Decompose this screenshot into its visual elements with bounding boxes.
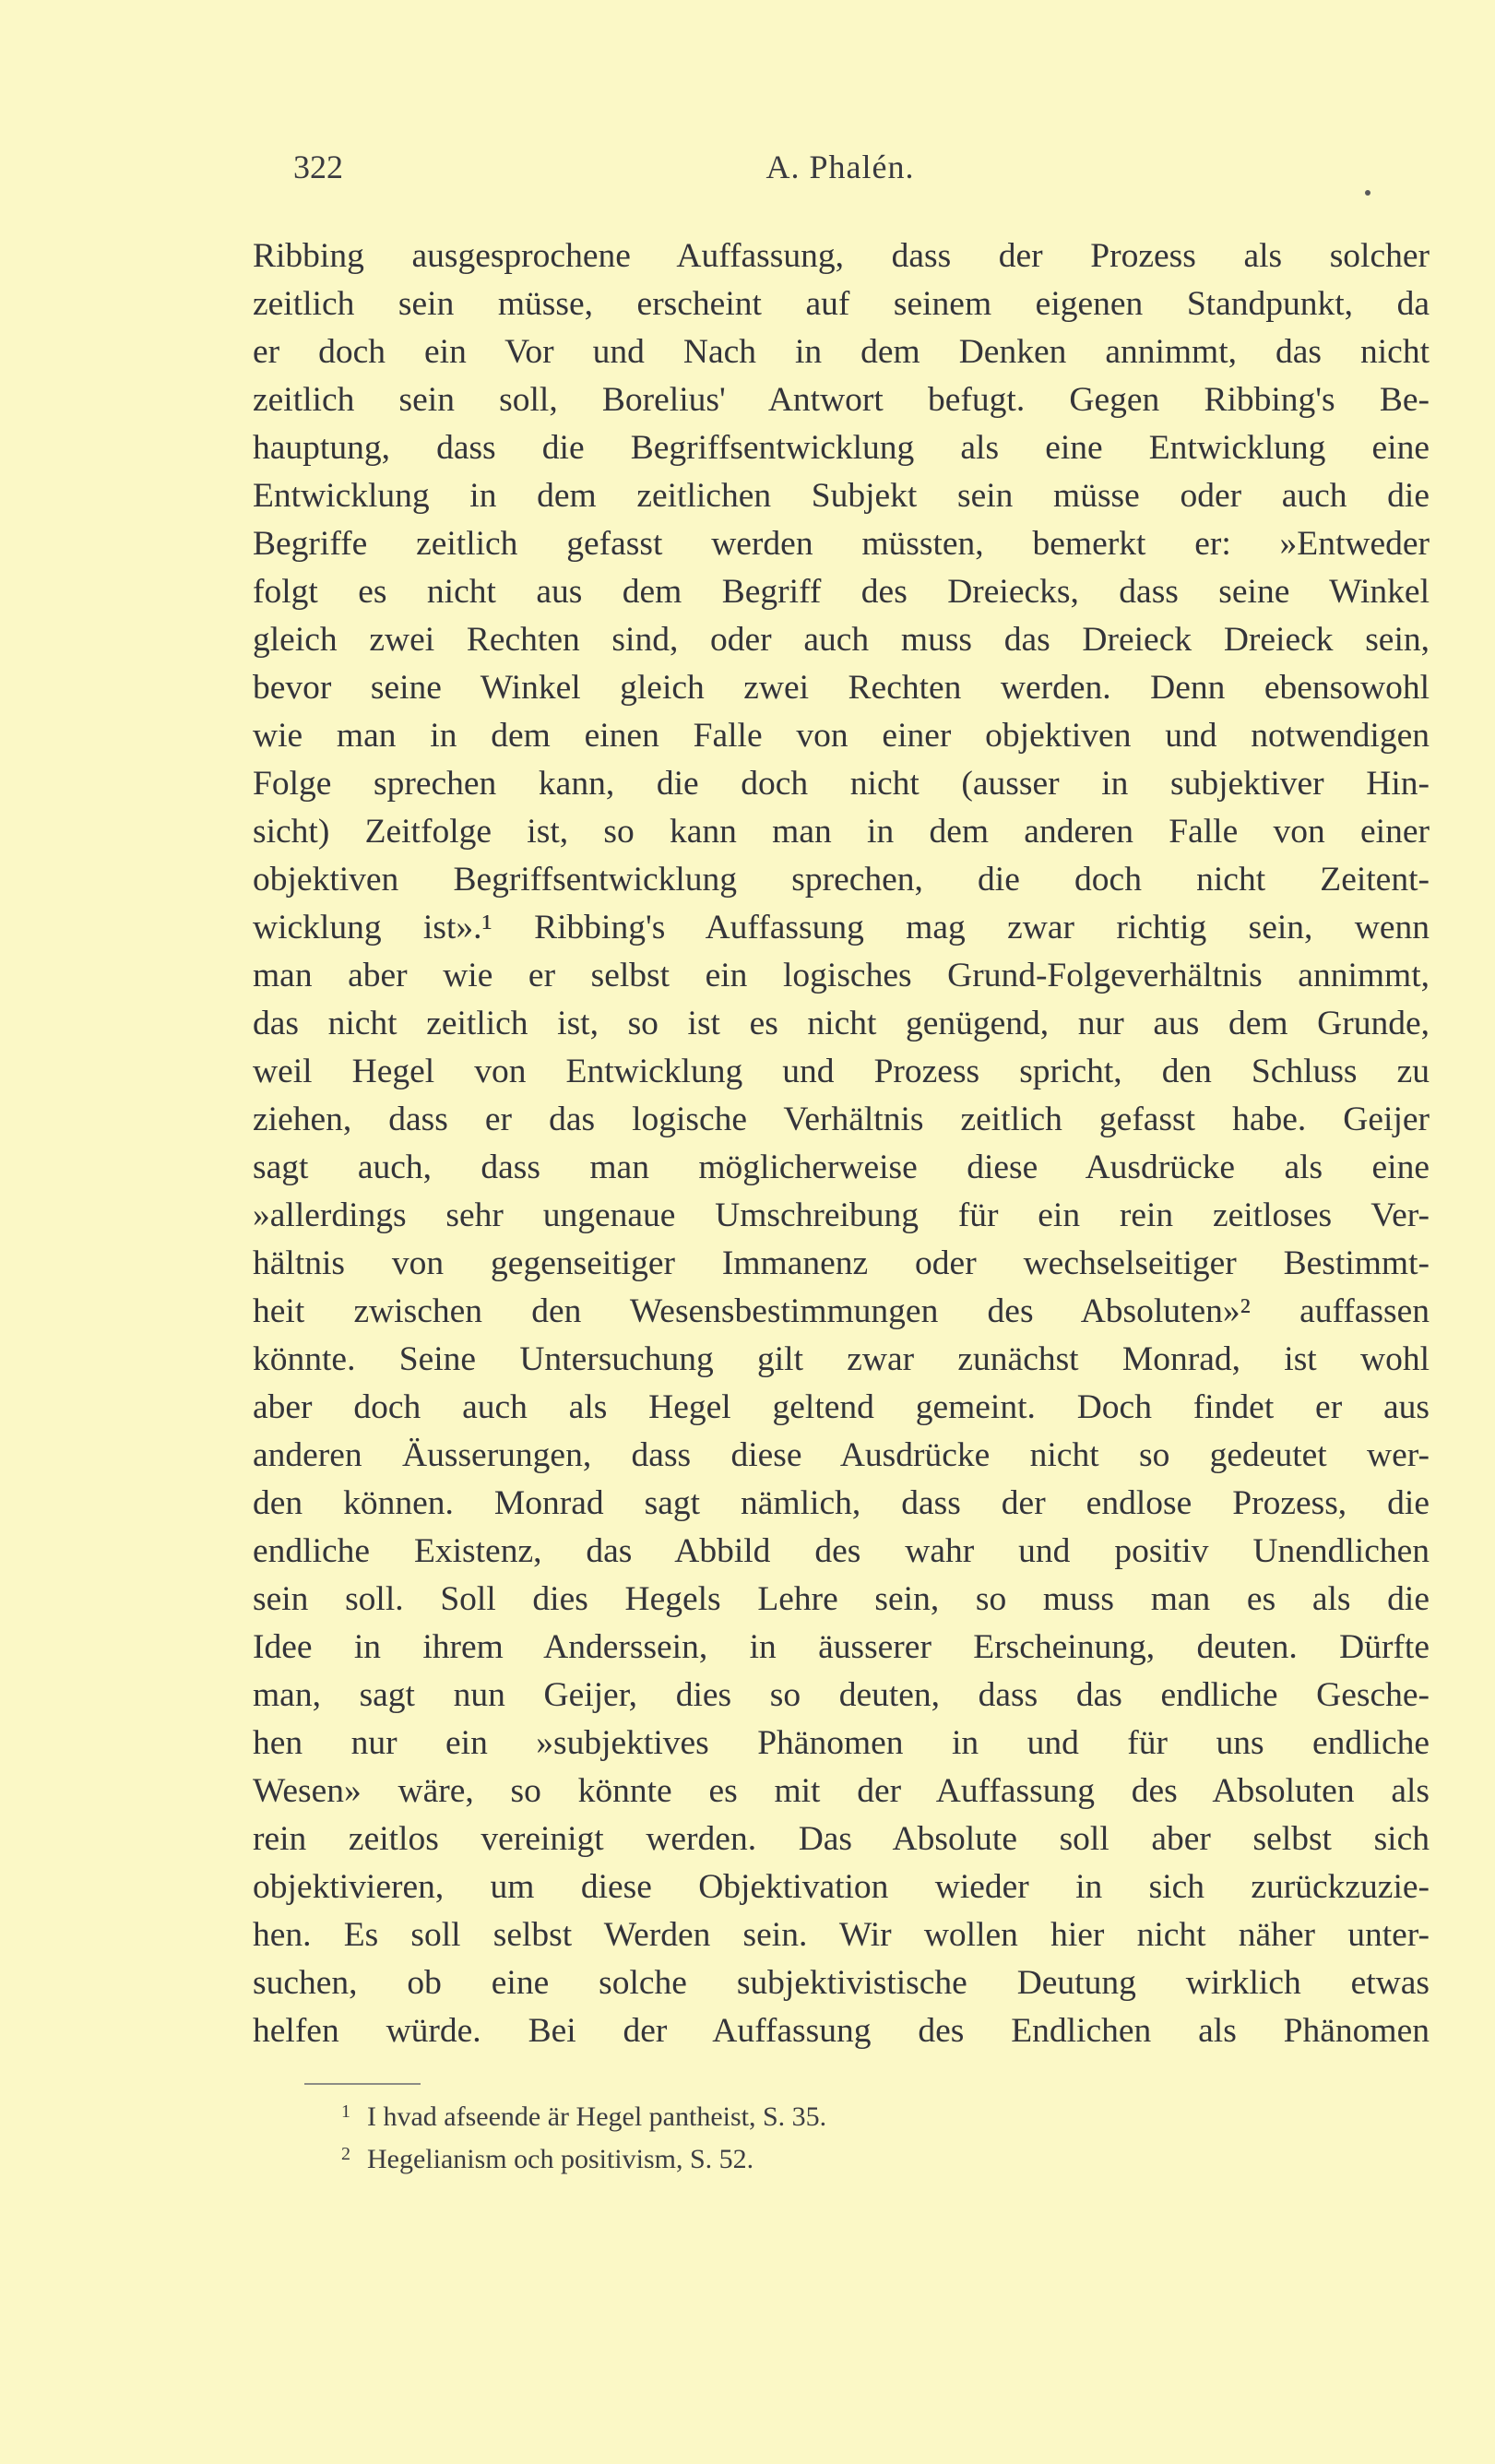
footnote-number: 2 bbox=[341, 2144, 350, 2164]
text-line: sicht) Zeitfolge ist, so kann man in dem anderen Falle von einer bbox=[253, 813, 1430, 851]
text-line: suchen, ob eine solche subjektivistische Deutung wirklich etwas bbox=[253, 1964, 1430, 2002]
text-line: hältnis von gegenseitiger Immanenz oder wechselseitiger Bestimmt- bbox=[253, 1244, 1430, 1282]
text-line: objektiven Begriffsentwicklung sprechen, die doch nicht Zeitent- bbox=[253, 861, 1430, 899]
footnotes bbox=[341, 2096, 1171, 2181]
text-line: heit zwischen den Wesensbestimmungen des Absoluten»² auffassen bbox=[253, 1292, 1430, 1330]
text-line: Folge sprechen kann, die doch nicht (ausser in subjektiver Hin- bbox=[253, 765, 1430, 803]
text-line: er doch ein Vor und Nach in dem Denken annimmt, das nicht bbox=[253, 333, 1430, 371]
text-line: bevor seine Winkel gleich zwei Rechten werden. Denn ebensowohl bbox=[253, 669, 1430, 707]
text-line: objektivieren, um diese Objektivation wieder in sich zurückzuzie- bbox=[253, 1868, 1430, 1906]
text-line: wie man in dem einen Falle von einer objektiven und notwendigen bbox=[253, 717, 1430, 755]
text-line: Begriffe zeitlich gefasst werden müssten, bemerkt er: »Entweder bbox=[253, 525, 1430, 563]
footnote-number: 1 bbox=[341, 2101, 350, 2122]
text-line: hen nur ein »subjektives Phänomen in und für uns endliche bbox=[253, 1724, 1430, 1762]
ink-speck bbox=[1365, 190, 1370, 196]
text-line: den können. Monrad sagt nämlich, dass der endlose Prozess, die bbox=[253, 1484, 1430, 1522]
text-line: könnte. Seine Untersuchung gilt zwar zunächst Monrad, ist wohl bbox=[253, 1340, 1430, 1378]
text-line: aber doch auch als Hegel geltend gemeint. Doch findet er aus bbox=[253, 1388, 1430, 1426]
text-line: anderen Äusserungen, dass diese Ausdrücke nicht so gedeutet wer- bbox=[253, 1436, 1430, 1474]
footnote bbox=[341, 2096, 1171, 2138]
text-line: endliche Existenz, das Abbild des wahr und positiv Unendlichen bbox=[253, 1532, 1430, 1570]
text-line: folgt es nicht aus dem Begriff des Dreiecks, dass seine Winkel bbox=[253, 573, 1430, 611]
text-line: sein soll. Soll dies Hegels Lehre sein, so muss man es als die bbox=[253, 1580, 1430, 1618]
text-line: helfen würde. Bei der Auffassung des Endlichen als Phänomen bbox=[253, 2012, 1430, 2050]
text-line: hen. Es soll selbst Werden sein. Wir wollen hier nicht näher unter- bbox=[253, 1916, 1430, 1954]
footnote-divider bbox=[304, 2083, 421, 2085]
text-line: Idee in ihrem Anderssein, in äusserer Erscheinung, deuten. Dürfte bbox=[253, 1628, 1430, 1666]
footnote-text: Hegelianism och positivism, S. 52. bbox=[367, 2144, 754, 2174]
page-number: 322 bbox=[293, 149, 343, 185]
running-head bbox=[251, 148, 1430, 194]
text-line: man, sagt nun Geijer, dies so deuten, dass das endliche Gesche- bbox=[253, 1676, 1430, 1714]
text-line: Entwicklung in dem zeitlichen Subjekt sein müsse oder auch die bbox=[253, 477, 1430, 515]
text-line: gleich zwei Rechten sind, oder auch muss das Dreieck Dreieck sein, bbox=[253, 621, 1430, 659]
running-head-author: A. Phalén. bbox=[765, 149, 915, 185]
text-line: rein zeitlos vereinigt werden. Das Absolute soll aber selbst sich bbox=[253, 1820, 1430, 1858]
text-line: weil Hegel von Entwicklung und Prozess spricht, den Schluss zu bbox=[253, 1053, 1430, 1090]
text-line: sagt auch, dass man möglicherweise diese Ausdrücke als eine bbox=[253, 1149, 1430, 1186]
text-line: Ribbing ausgesprochene Auffassung, dass der Prozess als solcher bbox=[253, 237, 1430, 275]
text-line: zeitlich sein soll, Borelius' Antwort befugt. Gegen Ribbing's Be- bbox=[253, 381, 1430, 419]
text-line: das nicht zeitlich ist, so ist es nicht genügend, nur aus dem Grunde, bbox=[253, 1005, 1430, 1042]
text-line: zeitlich sein müsse, erscheint auf seinem eigenen Standpunkt, da bbox=[253, 285, 1430, 323]
text-line: »allerdings sehr ungenaue Umschreibung für ein rein zeitloses Ver- bbox=[253, 1196, 1430, 1234]
text-line: wicklung ist».¹ Ribbing's Auffassung mag zwar richtig sein, wenn bbox=[253, 909, 1430, 946]
footnote bbox=[341, 2138, 1171, 2181]
text-line: Wesen» wäre, so könnte es mit der Auffassung des Absoluten als bbox=[253, 1772, 1430, 1810]
text-line: man aber wie er selbst ein logisches Grund-Folgeverhältnis annimmt, bbox=[253, 957, 1430, 994]
body-text bbox=[253, 232, 1430, 2055]
footnote-text: I hvad afseende är Hegel pantheist, S. 35. bbox=[367, 2101, 827, 2132]
text-line: hauptung, dass die Begriffsentwicklung als eine Entwicklung eine bbox=[253, 429, 1430, 467]
text-line: ziehen, dass er das logische Verhältnis zeitlich gefasst habe. Geijer bbox=[253, 1101, 1430, 1138]
